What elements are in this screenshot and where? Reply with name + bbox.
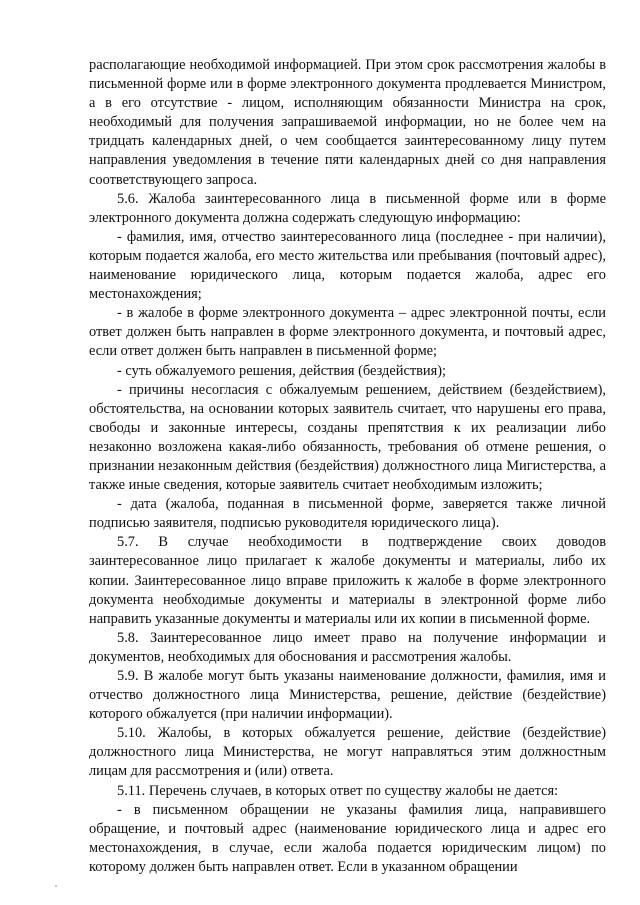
list-item-disagreement-reasons: - причины несогласия с обжалуемым решением, действием (бездействием), обстоятельства, на основании которых заявитель считает, что нарушены его права, свободы и законные интересы, созданы препятствия к их реализации либо незаконно возложена какая-либо обязанность, требования об отмене решения, о признании незаконным действия (бездействия) должностного лица Мигистерства, а также иные сведения, которые заявитель считает необходимым изложить; — [89, 381, 606, 494]
paragraph-5-9: 5.9. В жалобе могут быть указаны наименование должности, фамилия, имя и отчество должностного лица Министерства, решение, действие (бездействие) которого обжалуется (при наличии информации). — [89, 668, 606, 723]
list-item-date-signature: - дата (жалоба, поданная в письменной форме, заверяется также личной подписью заявителя, подписью руководителя юридического лица). — [89, 496, 606, 532]
scan-artifact-dot — [55, 885, 57, 887]
list-item-decision-essence: - суть обжалуемого решения, действия (бездействия); — [117, 362, 447, 379]
document-body — [89, 56, 606, 877]
list-item-applicant-name: - фамилия, имя, отчество заинтересованного лица (последнее - при наличии), которым подается жалоба, его место жительства или пребывания (почтовый адрес), наименование юридического лица, которым подается жалоба, адрес его местонахождения; — [89, 228, 606, 303]
paragraph-continuation: располагающие необходимой информацией. При этом срок рассмотрения жалобы в письменной форме или в форме электронного документа продлевается Министром, а в его отсутствие - лицом, исполняющим обязанности Министра на срок, необходимый для получения запрашиваемой информации, но не более чем на тридцать календарных дней, о чем сообщается заинтересованному лицу путем направления уведомления в течение пяти календарных дней со дня направления соответствующего запроса. — [89, 57, 606, 188]
paragraph-5-10: 5.10. Жалобы, в которых обжалуется решение, действие (бездействие) должностного лица Министерства, не могут направляться этим должностным лицам для рассмотрения и (или) ответа. — [89, 725, 606, 780]
paragraph-5-8: 5.8. Заинтересованное лицо имеет право на получение информации и документов, необходимых для обоснования и рассмотрения жалобы. — [89, 629, 606, 665]
list-item-email-address: - в жалобе в форме электронного документа – адрес электронной почты, если ответ должен быть направлен в форме электронного документа, и почтовый адрес, если ответ должен быть направлен в письменной форме; — [89, 305, 606, 360]
list-item-no-name-address: - в письменном обращении не указаны фамилия лица, направившего обращение, и почтовый адрес (наименование юридического лица и адрес его местонахождения, в случае, если жалоба подается юридическим лицом) по которому должен быть направлен ответ. Если в указанном обращении — [89, 801, 606, 875]
paragraph-5-7: 5.7. В случае необходимости в подтверждение своих доводов заинтересованное лицо прилагает к жалобе документы и материалы, либо их копии. Заинтересованное лицо вправе приложить к жалобе в форме электронного документа необходимые документы и материалы в электронной форме либо направить указанные документы и материалы или их копии в письменной форме. — [89, 534, 606, 627]
paragraph-5-6: 5.6. Жалоба заинтересованного лица в письменной форме или в форме электронного документа должна содержать следующую информацию: — [89, 190, 606, 226]
paragraph-5-11: 5.11. Перечень случаев, в которых ответ по существу жалобы не дается: — [117, 782, 559, 799]
